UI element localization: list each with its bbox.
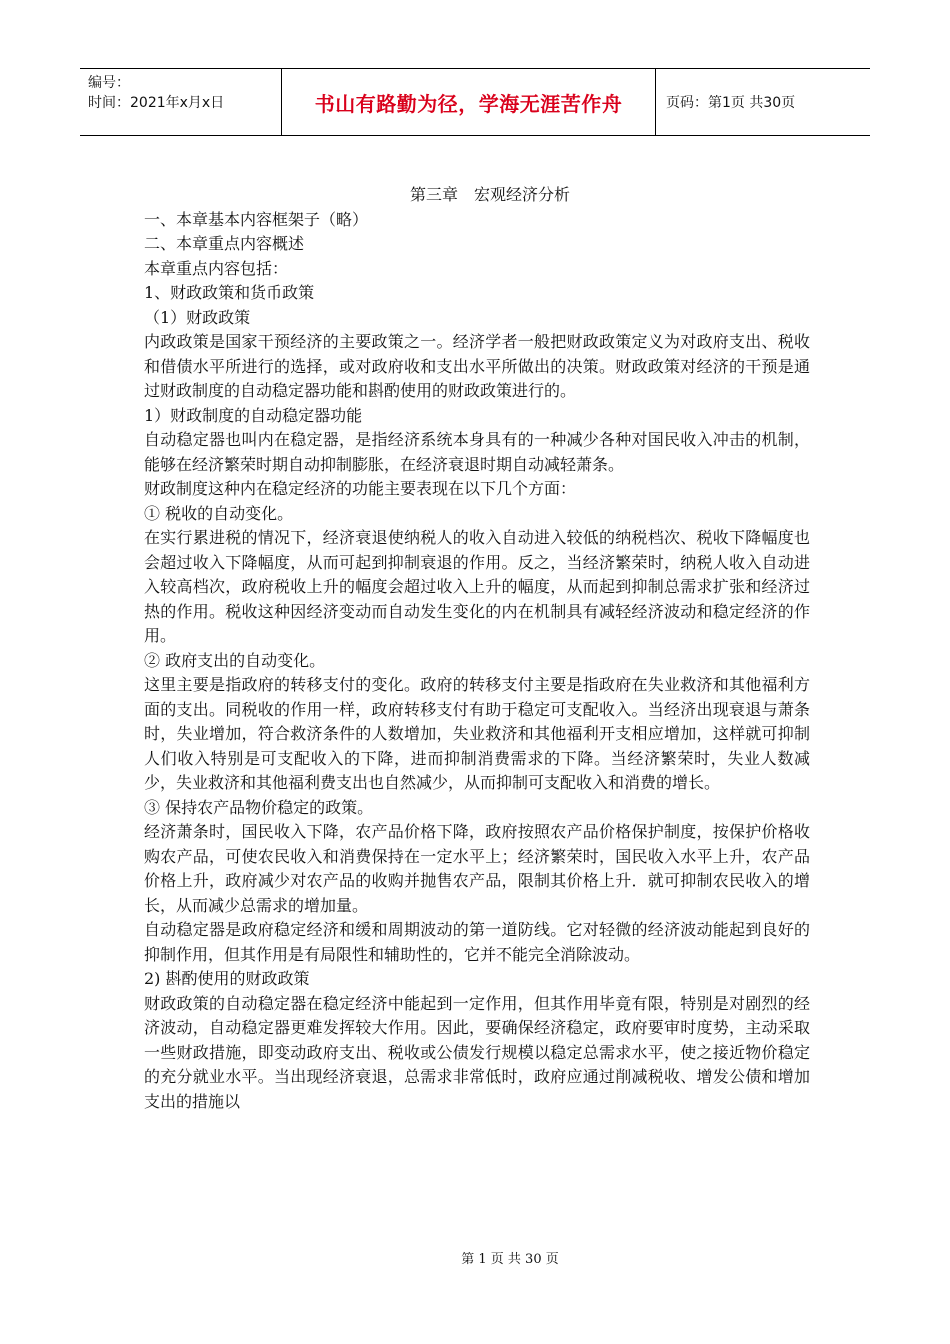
doc-number-label: 编号：: [88, 75, 130, 91]
paragraph: 本章重点内容包括：: [144, 258, 289, 278]
section-heading: 2) 斟酌使用的财政政策: [144, 969, 310, 988]
paragraph: 财政制度这种内在稳定经济的功能主要表现在以下几个方面：: [144, 479, 577, 498]
header-meta-cell: [80, 69, 282, 135]
list-item-heading: ③ 保持农产品物价稳定的政策。: [144, 797, 374, 817]
paragraph: 经济萧条时，国民收入下降，农产品价格下降，政府按照农产品价格保护制度，按保护价格收购农产品，可使农民收入和消费保持在一定水平上；经济繁荣时，国民收入水平上升，农产品价格上升，政府减少对农产品的收购并抛售农产品，限制其价格上升．就可抑制农民收入的增长，从而减少总需求的增加量。: [144, 822, 810, 915]
paragraph: 一、本章基本内容框架子（略）: [144, 209, 369, 229]
paragraph: 在实行累进税的情况下，经济衰退使纳税人的收入自动进入较低的纳税档次、税收下降幅度也会超过收入下降幅度，从而可起到抑制衰退的作用。反之，当经济繁荣时，纳税人收入自动进入较高档次，政府税收上升的幅度会超过收入上升的幅度，从而起到抑制总需求扩张和经济过热的作用。税收这种因经济变动而自动发生变化的内在机制具有减轻经济波动和稳定经济的作用。: [144, 528, 810, 645]
list-item-heading: ① 税收的自动变化。: [144, 503, 294, 523]
document-body: [144, 183, 810, 1114]
header-page-info: 页码：第1页 共30页: [666, 95, 796, 111]
date-label: 时间：2021年x月x日: [88, 95, 225, 111]
header-motto: 书山有路勤为径，学海无涯苦作舟: [282, 69, 656, 135]
paragraph: 这里主要是指政府的转移支付的变化。政府的转移支付主要是指政府在失业救济和其他福利方面的支出。同税收的作用一样，政府转移支付有助于稳定可支配收入。当经济出现衰退与萧条时，失业增加，符合救济条件的人数增加，失业救济和其他福利开支相应增加，这样就可抑制人们收入特别是可支配收入的下降，进而抑制消费需求的下降。当经济繁荣时，失业人数减少，失业救济和其他福利费支出也自然减少，从而抑制可支配收入和消费的增长。: [144, 675, 810, 792]
paragraph: 自动稳定器也叫内在稳定器，是指经济系统本身具有的一种减少各种对国民收入冲击的机制，能够在经济繁荣时期自动抑制膨胀，在经济衰退时期自动减轻萧条。: [144, 430, 810, 474]
page-header: [80, 68, 870, 136]
section-heading: 1、财政政策和货币政策: [144, 283, 315, 302]
page-footer: 第 1 页 共 30 页: [461, 1252, 559, 1267]
chapter-title: 第三章 宏观经济分析: [409, 185, 570, 204]
paragraph: 二、本章重点内容概述: [144, 234, 305, 253]
paragraph: 自动稳定器是政府稳定经济和缓和周期波动的第一道防线。它对轻微的经济波动能起到良好的抑制作用，但其作用是有局限性和辅助性的，它并不能完全消除波动。: [144, 920, 810, 964]
paragraph: 财政政策的自动稳定器在稳定经济中能起到一定作用，但其作用毕竟有限，特别是对剧烈的经济波动，自动稳定器更难发挥较大作用。因此，要确保经济稳定，政府要审时度势，主动采取一些财政措施，即变动政府支出、税收或公债发行规模以稳定总需求水平，使之接近物价稳定的充分就业水平。当出现经济衰退，总需求非常低时，政府应通过削减税收、增发公债和增加支出的措施以: [144, 993, 810, 1111]
section-heading: （1）财政政策: [144, 307, 251, 327]
paragraph: 内政政策是国家干预经济的主要政策之一。经济学者一般把财政政策定义为对政府支出、税收和借债水平所进行的选择，或对政府收和支出水平所做出的决策。财政政策对经济的干预是通过财政制度的自动稳定器功能和斟酌使用的财政政策进行的。: [144, 332, 810, 400]
section-heading: 1）财政制度的自动稳定器功能: [144, 405, 363, 425]
list-item-heading: ② 政府支出的自动变化。: [144, 650, 326, 670]
